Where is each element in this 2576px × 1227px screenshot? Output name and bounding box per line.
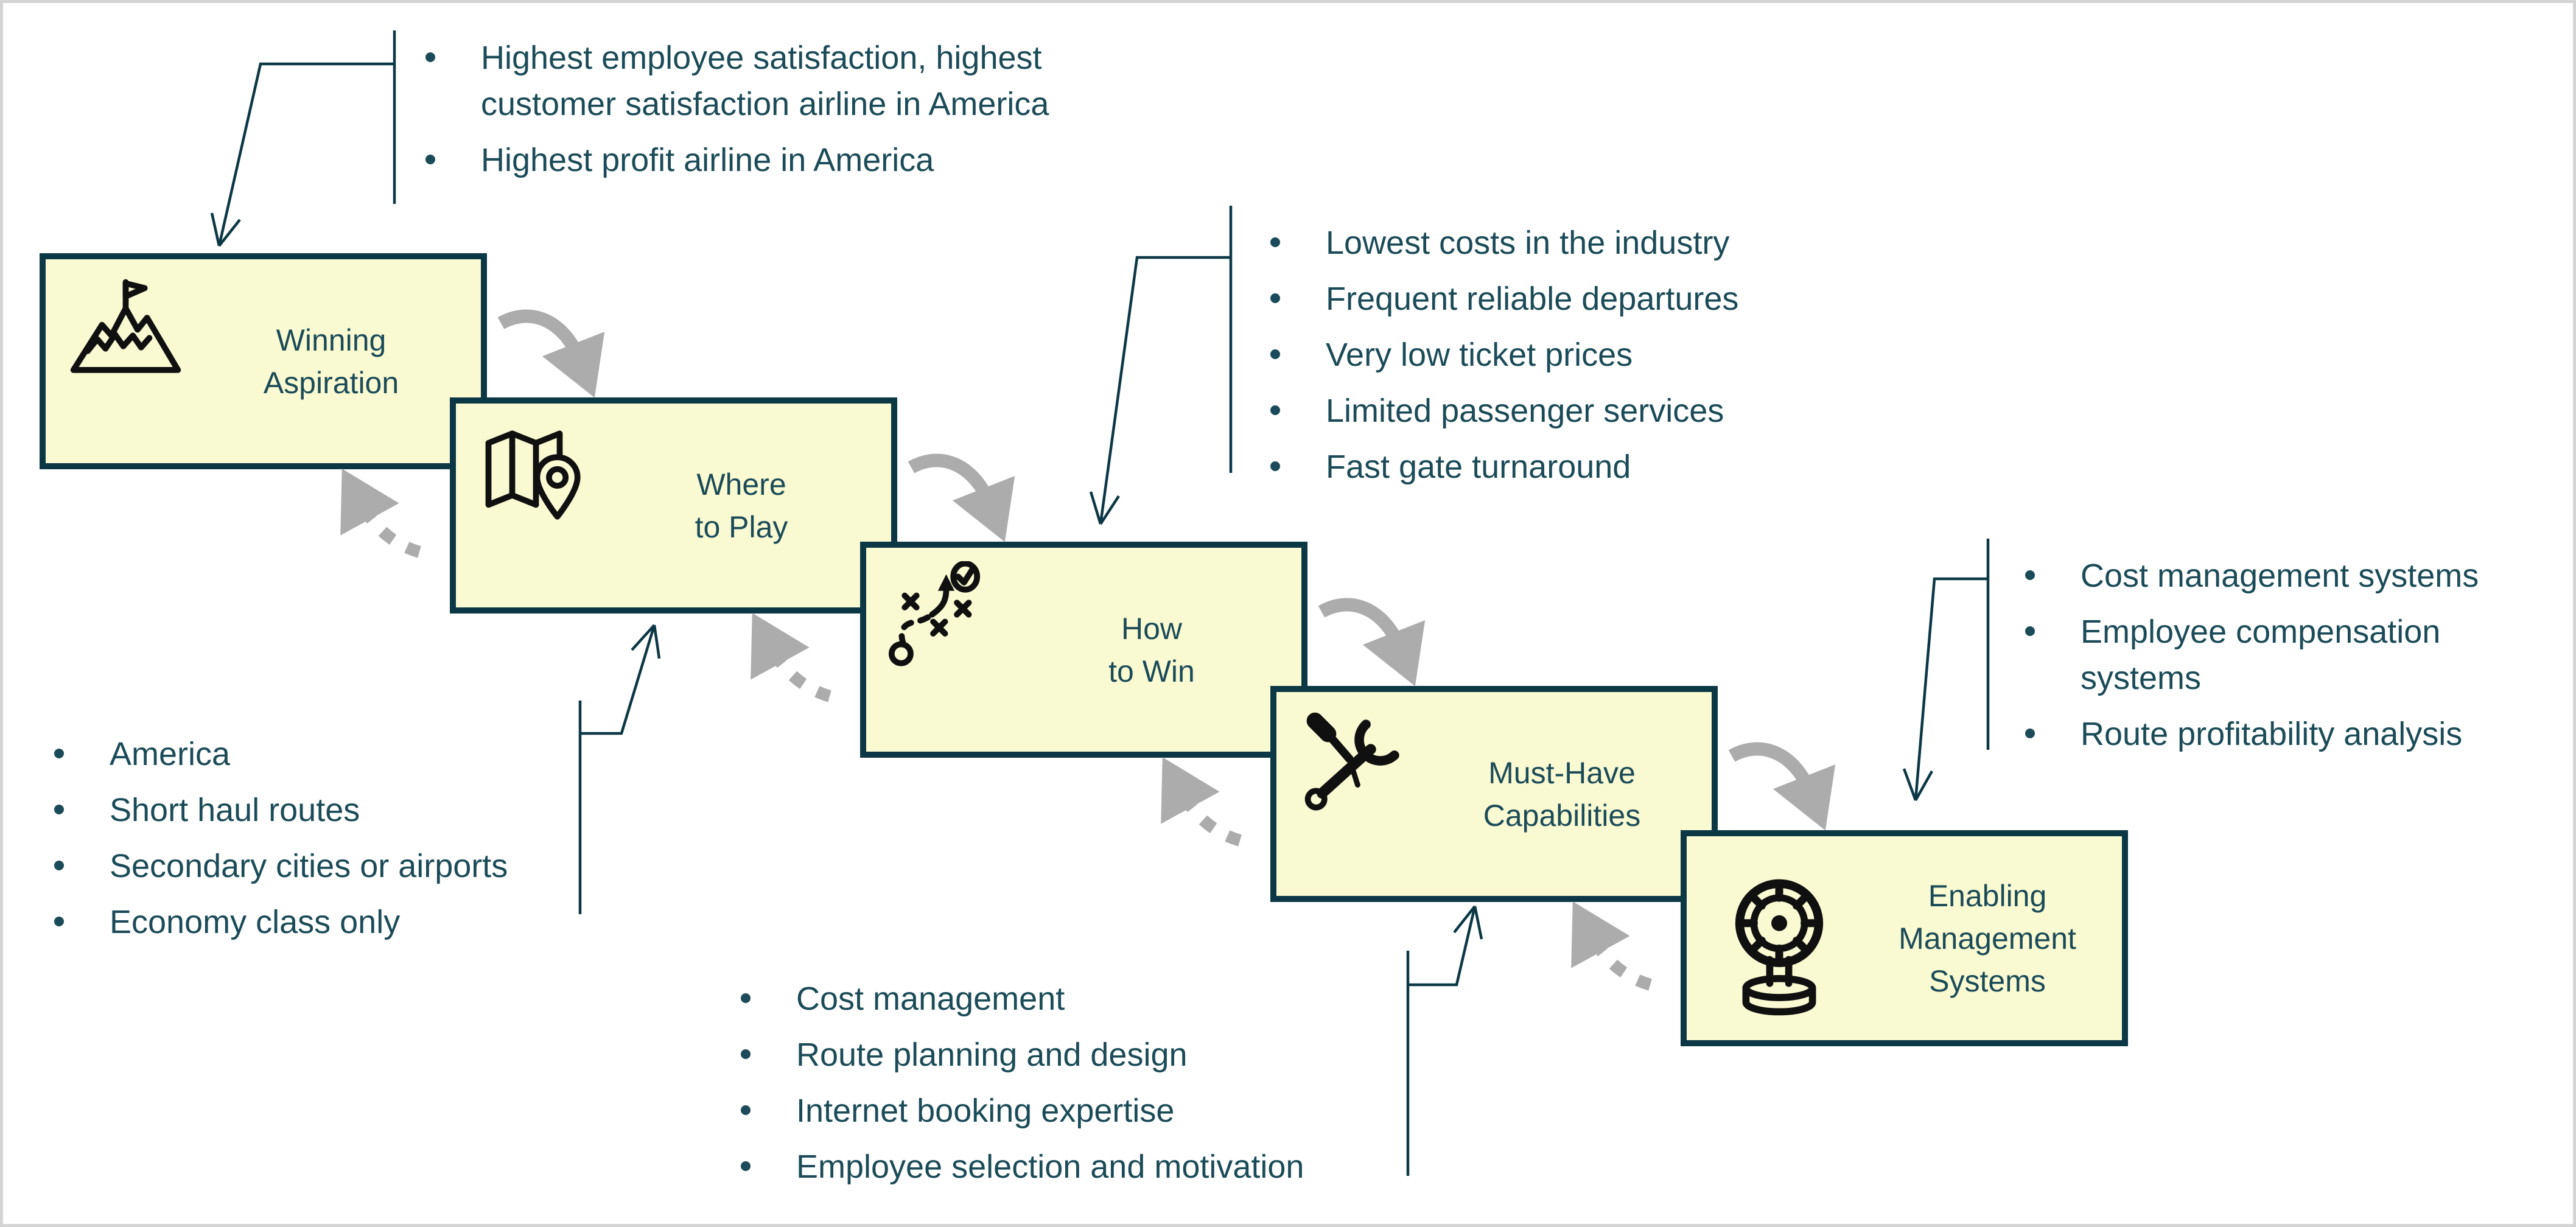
flow-arrow-dotted-1 xyxy=(361,503,419,552)
box-where-to-play xyxy=(450,397,897,614)
flow-arrow-dotted-3 xyxy=(1181,792,1240,841)
mountain-flag-icon xyxy=(66,273,185,391)
map-location-pin-icon xyxy=(477,417,595,536)
box-label-line: Aspiration xyxy=(263,365,399,400)
bullet-item: Cost management systems xyxy=(2023,553,2485,599)
box-label-line: Capabilities xyxy=(1483,798,1641,833)
connector-must-have-capabilities xyxy=(1408,906,1482,1176)
flow-arrow-dotted-4 xyxy=(1592,936,1650,985)
bullet-item: Employee compensation systems xyxy=(2023,609,2485,701)
bullet-item: Cost management xyxy=(738,976,1408,1022)
enabling-management-systems-bullets xyxy=(2023,553,2485,767)
box-label-line: Must-Have xyxy=(1488,755,1636,790)
connector-winning-aspiration xyxy=(212,30,394,246)
winning-aspiration-bullets xyxy=(423,35,1141,193)
bullet-item: Limited passenger services xyxy=(1268,388,1816,434)
flow-arrow-solid-3 xyxy=(1321,604,1401,649)
bullet-item: Employee selection and motivation xyxy=(738,1144,1408,1190)
bullet-item: Internet booking expertise xyxy=(738,1088,1408,1134)
bullet-item: Lowest costs in the industry xyxy=(1268,220,1816,266)
box-label-line: Systems xyxy=(1929,963,2046,998)
flow-arrow-solid-4 xyxy=(1732,749,1811,794)
box-label-how-to-win xyxy=(1009,548,1294,752)
bullet-item: Short haul routes xyxy=(52,787,575,833)
flow-arrow-solid-1 xyxy=(501,316,580,361)
how-to-win-bullets xyxy=(1268,220,1816,500)
crossed-tools-icon xyxy=(1297,705,1416,824)
bullet-item: Economy class only xyxy=(52,899,575,945)
box-label-line: to Win xyxy=(1108,654,1195,688)
bullet-item: Route profitability analysis xyxy=(2023,711,2485,757)
bullet-item: Frequent reliable departures xyxy=(1268,276,1816,322)
where-to-play-bullets xyxy=(52,731,575,955)
box-enabling-management-systems xyxy=(1681,830,2128,1046)
connector-enabling-management-systems xyxy=(1904,539,1988,800)
box-label-line: Management xyxy=(1899,921,2076,956)
box-label-where-to-play xyxy=(599,404,884,607)
flow-arrow-solid-2 xyxy=(911,460,990,505)
bullet-item: Very low ticket prices xyxy=(1268,332,1816,378)
box-must-have-capabilities xyxy=(1270,686,1718,902)
box-label-line: Where xyxy=(696,467,786,502)
strategy-play-icon xyxy=(887,561,1006,680)
connector-where-to-play xyxy=(580,625,659,914)
bullet-item: Highest employee satisfaction, highest customer satisfaction airline in America xyxy=(423,35,1141,127)
bullet-item: America xyxy=(52,731,575,777)
bullet-item: Secondary cities or airports xyxy=(52,843,575,889)
box-label-line: How xyxy=(1121,611,1183,646)
box-label-line: Enabling xyxy=(1928,878,2047,913)
bullet-item: Route planning and design xyxy=(738,1032,1408,1078)
bullet-item: Fast gate turnaround xyxy=(1268,444,1816,490)
box-label-must-have-capabilities xyxy=(1419,692,1704,896)
ship-wheel-icon xyxy=(1700,851,1858,1033)
flow-arrow-dotted-2 xyxy=(771,648,830,696)
box-how-to-win xyxy=(860,542,1307,758)
must-have-capabilities-bullets xyxy=(738,976,1408,1200)
connector-how-to-win xyxy=(1091,206,1231,524)
bullet-item: Highest profit airline in America xyxy=(423,137,1141,183)
box-label-enabling-management-systems xyxy=(1860,836,2115,1040)
box-label-line: to Play xyxy=(695,509,788,544)
box-winning-aspiration xyxy=(40,253,487,469)
box-label-line: Winning xyxy=(276,323,387,357)
box-label-winning-aspiration xyxy=(189,259,474,463)
